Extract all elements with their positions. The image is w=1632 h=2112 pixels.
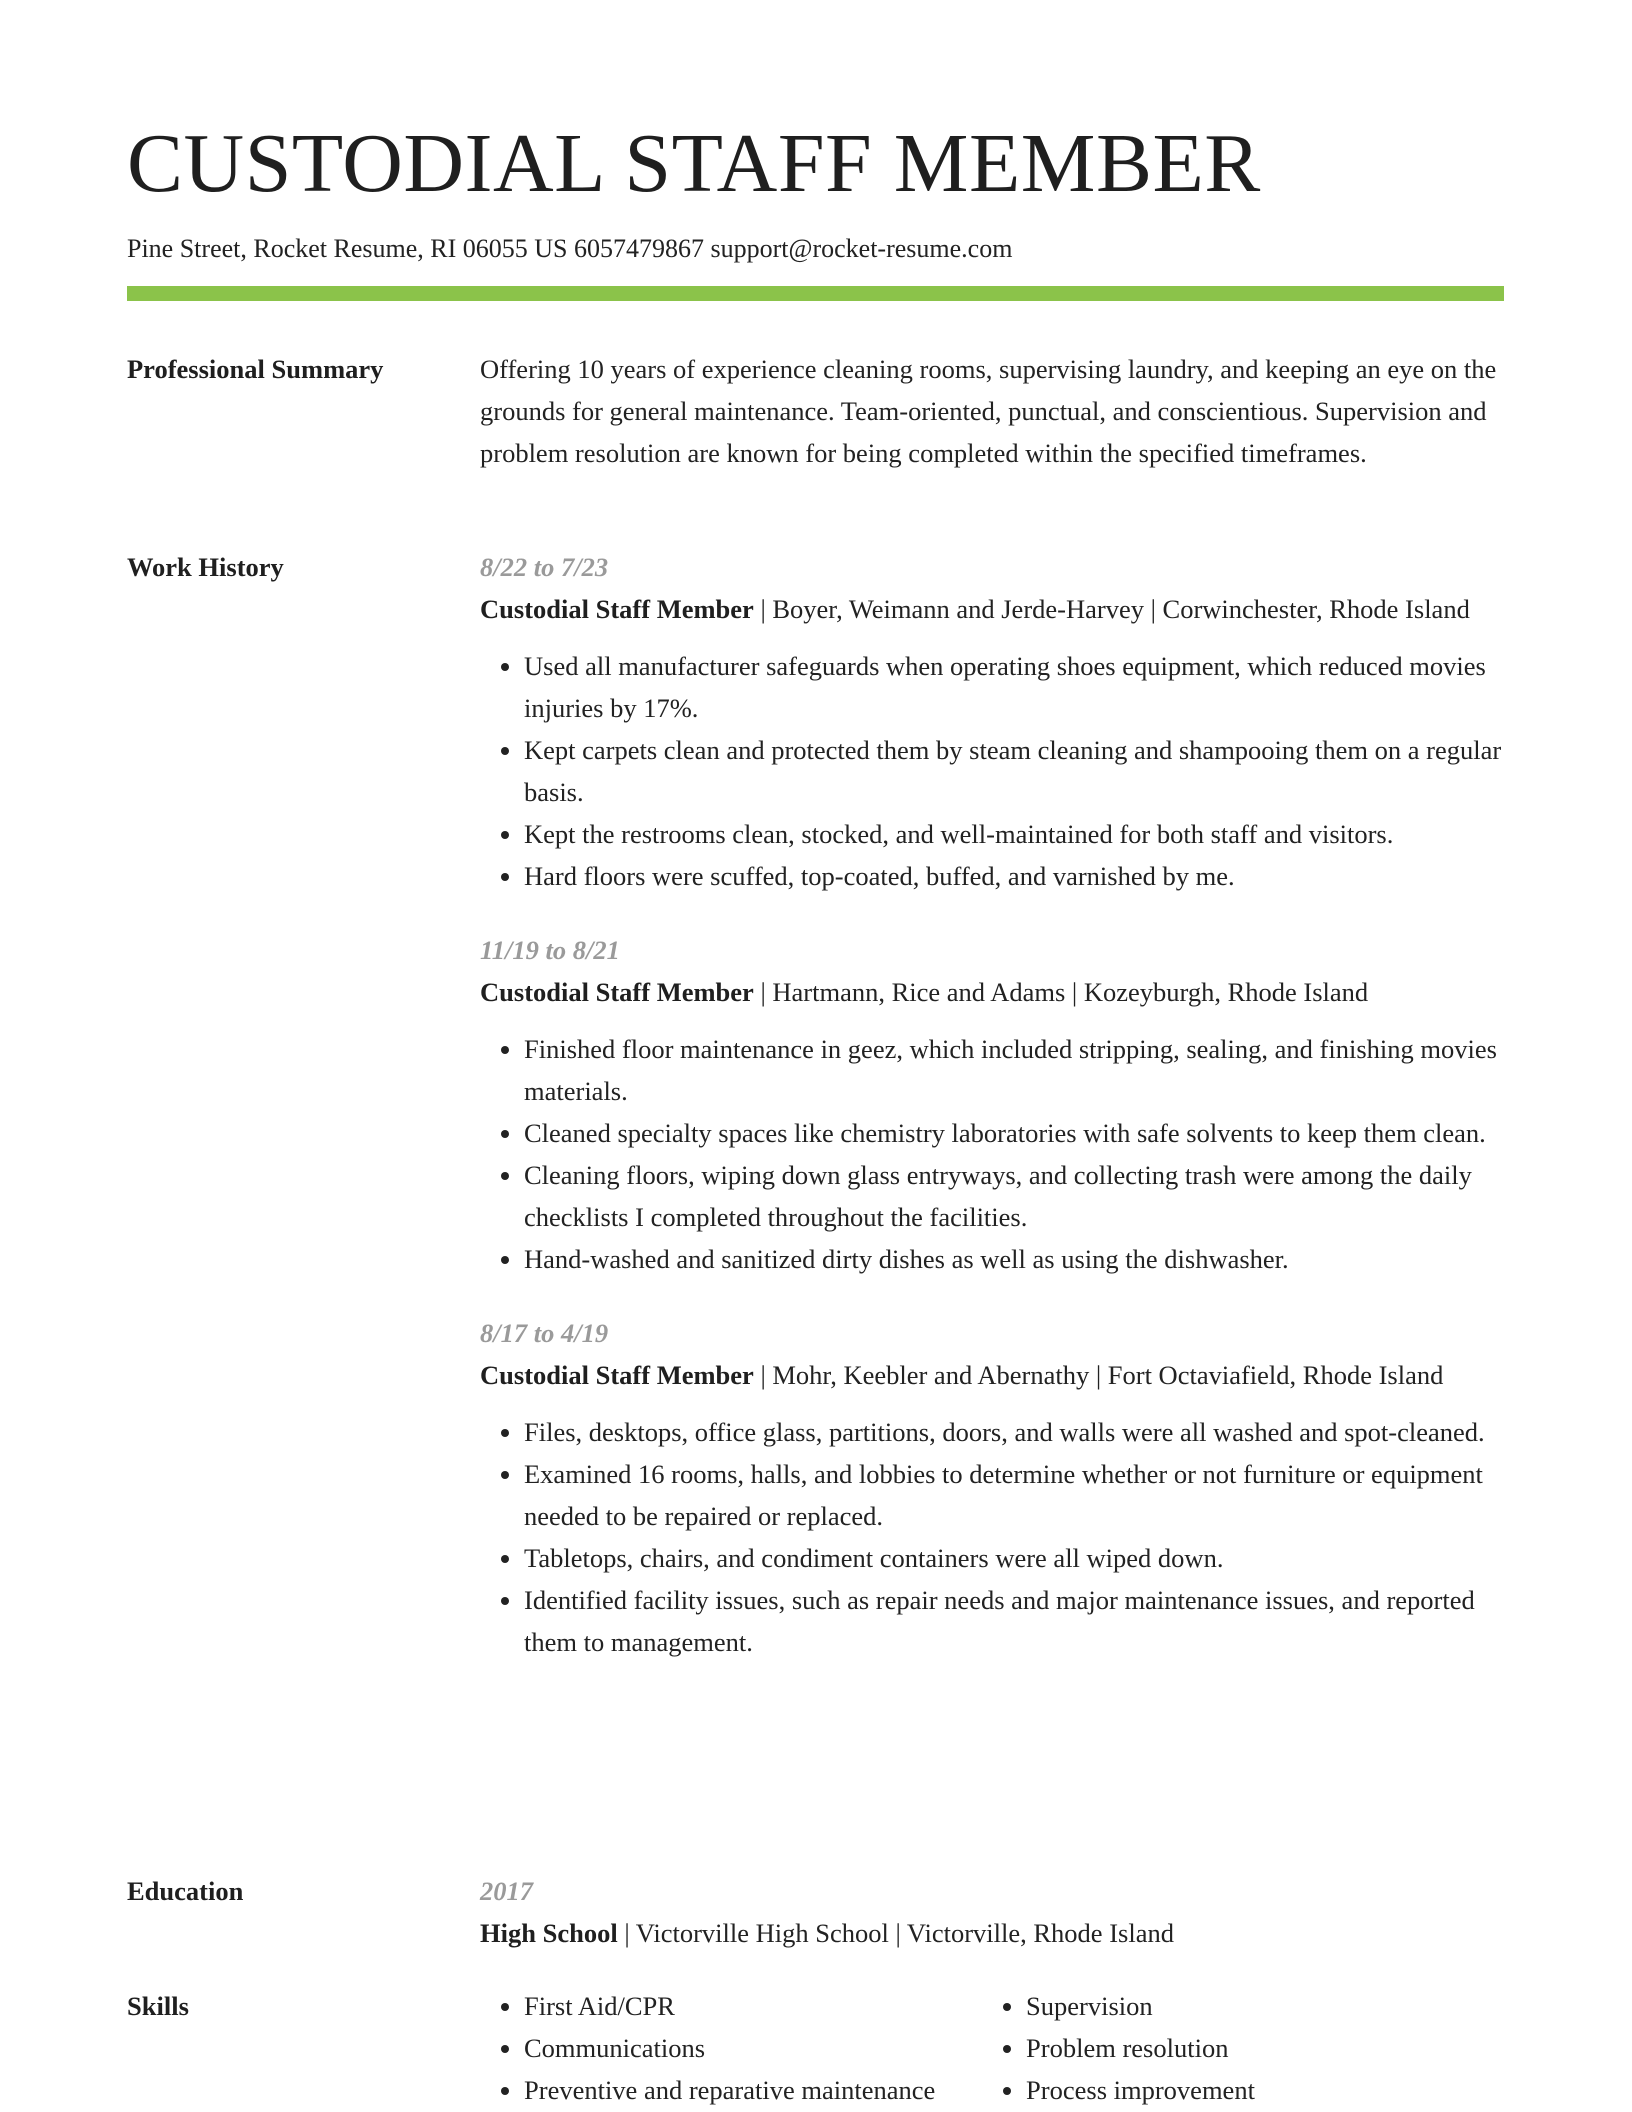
job-bullet: • Cleaning floors, wiping down glass entryways, and collecting trash were among the daily checklists I completed throughout the facilities. <box>524 1154 1504 1238</box>
job-title: Custodial Staff Member <box>480 594 754 624</box>
job-title-line <box>480 588 1504 630</box>
job-dates: 11/19 to 8/21 <box>480 935 620 965</box>
job-bullet: • Hand-washed and sanitized dirty dishes as well as using the dishwasher. <box>524 1238 1504 1280</box>
job-title: Custodial Staff Member <box>480 1360 754 1390</box>
skill-item: • Preventive and reparative maintenance <box>524 2069 982 2111</box>
job-title: Custodial Staff Member <box>480 977 754 1007</box>
job-employer-location: | Mohr, Keebler and Abernathy | Fort Octaviafield, Rhode Island <box>753 1360 1444 1390</box>
job-employer-location: | Hartmann, Rice and Adams | Kozeyburgh, Rhode Island <box>753 977 1369 1007</box>
job-bullets <box>480 1411 1504 1663</box>
education-line <box>480 1912 1504 1954</box>
skill-item: • First Aid/CPR <box>524 1985 982 2027</box>
job-bullets <box>480 1028 1504 1280</box>
job-employer-location: | Boyer, Weimann and Jerde-Harvey | Corwinchester, Rhode Island <box>753 594 1470 624</box>
job-bullet: • Kept carpets clean and protected them by steam cleaning and shampooing them on a regular basis. <box>524 729 1504 813</box>
job-bullet: • Kept the restrooms clean, stocked, and well-maintained for both staff and visitors. <box>524 813 1504 855</box>
summary-text: Offering 10 years of experience cleaning rooms, supervising laundry, and keeping an eye on the grounds for general maintenance. Team-oriented, punctual, and conscientious. Supervision and problem resolution are known for being completed within the specified timeframes. <box>480 354 1497 468</box>
section-heading-skills: Skills <box>127 1991 189 2021</box>
accent-divider <box>127 286 1504 301</box>
job-title-line <box>480 971 1504 1013</box>
job-bullet: • Tabletops, chairs, and condiment containers were all wiped down. <box>524 1537 1504 1579</box>
education-year: 2017 <box>480 1876 533 1906</box>
job-bullet: • Hard floors were scuffed, top-coated, buffed, and varnished by me. <box>524 855 1504 897</box>
candidate-name: CUSTODIAL STAFF MEMBER <box>127 117 1261 210</box>
job-bullets <box>480 645 1504 897</box>
section-heading-summary: Professional Summary <box>127 354 384 384</box>
job-bullet: • Used all manufacturer safeguards when operating shoes equipment, which reduced movies injuries by 17%. <box>524 645 1504 729</box>
job-entry <box>480 546 1504 897</box>
job-bullet: • Identified facility issues, such as repair needs and major maintenance issues, and reported them to management. <box>524 1579 1504 1663</box>
job-entry <box>480 1312 1504 1663</box>
contact-info: Pine Street, Rocket Resume, RI 06055 US 6057479867 support@rocket-resume.com <box>127 234 1013 263</box>
skill-item: • Communications <box>524 2027 982 2069</box>
skills-list-left <box>480 1985 982 2111</box>
skills-list-right <box>982 1985 1504 2111</box>
job-title-line <box>480 1354 1504 1396</box>
job-bullet: • Cleaned specialty spaces like chemistry laboratories with safe solvents to keep them clean. <box>524 1112 1504 1154</box>
section-heading-work-history: Work History <box>127 552 284 582</box>
education-degree: High School <box>480 1918 618 1948</box>
job-list <box>480 546 1504 1663</box>
job-dates: 8/17 to 4/19 <box>480 1318 609 1348</box>
job-entry <box>480 929 1504 1280</box>
section-heading-education: Education <box>127 1876 244 1906</box>
job-bullet: • Finished floor maintenance in geez, which included stripping, sealing, and finishing movies materials. <box>524 1028 1504 1112</box>
skills-columns <box>480 1985 1504 2111</box>
skill-item: • Process improvement <box>1026 2069 1504 2111</box>
education-school-location: | Victorville High School | Victorville, Rhode Island <box>617 1918 1174 1948</box>
skill-item: • Supervision <box>1026 1985 1504 2027</box>
job-bullet: • Examined 16 rooms, halls, and lobbies to determine whether or not furniture or equipment needed to be repaired or replaced. <box>524 1453 1504 1537</box>
job-dates: 8/22 to 7/23 <box>480 552 609 582</box>
skill-item: • Problem resolution <box>1026 2027 1504 2069</box>
job-bullet: • Files, desktops, office glass, partitions, doors, and walls were all washed and spot-cleaned. <box>524 1411 1504 1453</box>
